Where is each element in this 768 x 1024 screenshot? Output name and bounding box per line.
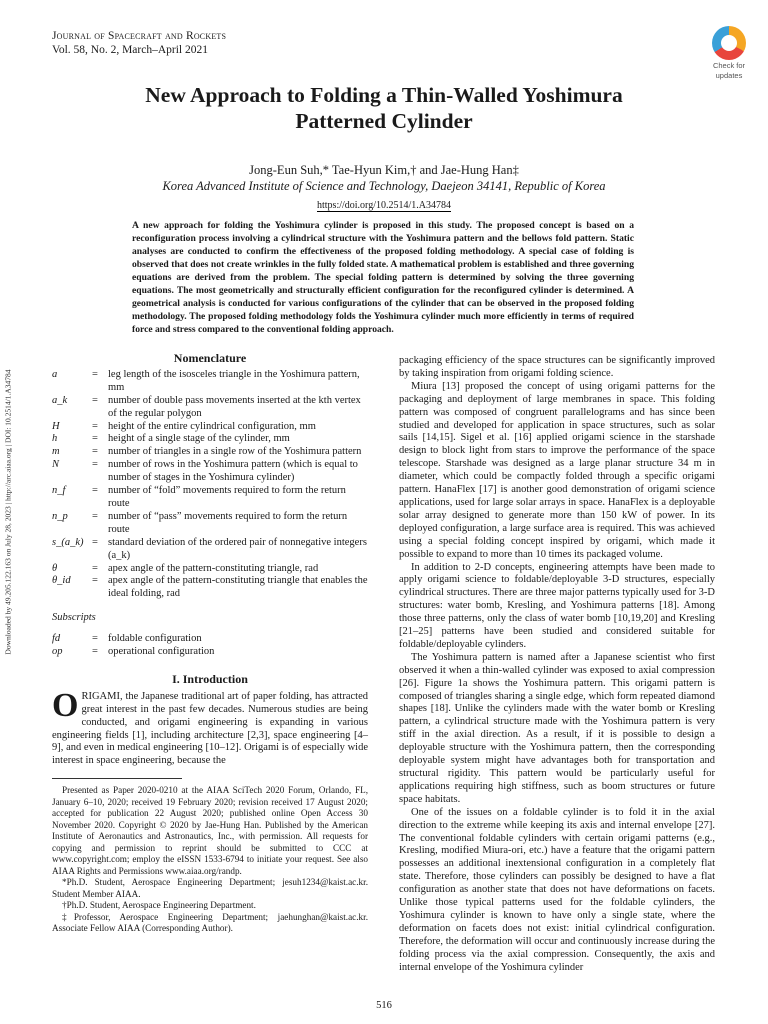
page-number: 516 bbox=[376, 1000, 392, 1011]
nomenclature-row bbox=[52, 646, 368, 659]
paragraph: In addition to 2-D concepts, engineering attempts have been made to apply origami science to foldable/deployable 3-D structures, especially cylindrical structures. There are three major patterns typically used for 3-D structures: water bomb, Kresling, and Yoshimura patterns [18]. Among those three patterns, only the class of water bomb [10,19,20] and Kresling [21–25] patterns have been studied and considered suitable for foldable/deployable cylinders. bbox=[399, 561, 715, 650]
nomenclature-def: operational configuration bbox=[108, 646, 215, 658]
nomenclature-eq: = bbox=[92, 420, 98, 432]
nomenclature-eq: = bbox=[92, 633, 98, 645]
nomenclature-sym: fd bbox=[52, 633, 61, 645]
subscripts-heading: Subscripts bbox=[52, 612, 96, 624]
title-line-2: Patterned Cylinder bbox=[295, 109, 473, 133]
introduction-heading: I. Introduction bbox=[172, 671, 248, 686]
drop-cap: O bbox=[52, 686, 79, 724]
nomenclature-eq: = bbox=[92, 562, 98, 574]
nomenclature-sym: N bbox=[52, 459, 60, 471]
check-for-updates-badge[interactable] bbox=[704, 26, 754, 80]
nomenclature-eq: = bbox=[92, 575, 98, 587]
nomenclature-sym: s_(a_k) bbox=[52, 536, 84, 548]
authors: Jong-Eun Suh,* Tae-Hyun Kim,† and Jae-Hung Han‡ bbox=[249, 163, 519, 177]
nomenclature-sym: m bbox=[52, 446, 60, 458]
nomenclature-sym: op bbox=[52, 646, 63, 658]
nomenclature-def: apex angle of the pattern-constituting triangle that enables the ideal folding, rad bbox=[108, 575, 368, 600]
nomenclature-sym: a_k bbox=[52, 394, 68, 406]
nomenclature-eq: = bbox=[92, 459, 98, 471]
affiliation: Korea Advanced Institute of Science and Technology, Daejeon 34141, Republic of Korea bbox=[162, 179, 606, 193]
nomenclature-row bbox=[52, 511, 368, 537]
nomenclature-row bbox=[52, 575, 368, 601]
nomenclature-eq: = bbox=[92, 433, 98, 445]
nomenclature-eq: = bbox=[92, 446, 98, 458]
left-column bbox=[52, 352, 368, 935]
download-sidebar bbox=[1, 336, 15, 688]
intro-paragraph bbox=[52, 686, 368, 768]
nomenclature-def: leg length of the isosceles triangle in the Yoshimura pattern, mm bbox=[108, 368, 360, 393]
nomenclature-heading: Nomenclature bbox=[173, 351, 247, 365]
nomenclature-eq: = bbox=[92, 646, 98, 658]
nomenclature-eq: = bbox=[92, 510, 98, 522]
nomenclature-row bbox=[52, 537, 368, 563]
journal-issue: Vol. 58, No. 2, March–April 2021 bbox=[52, 44, 208, 56]
footnote-rule bbox=[52, 778, 182, 779]
nomenclature-row bbox=[52, 459, 368, 485]
paragraph: Miura [13] proposed the concept of using origami patterns for the packaging and deployment of large membranes in space. This folding pattern was composed of congruent parallelograms and has since been studied and developed for application in space structures, such as solar sails [14,15]. Sigel et al. [16] applied origami science in the starshade design to block light from stars to improve the performance of the space telescope. Starshade was designed as a large planar structure 34 m in diameter, which could be compactly folded through a specific origami pattern. HanaFlex [17] is another good demonstration of origami science applications, used for large solar arrays in space. HanaFlex is a deployable solar array designed to generate more than 150 kW of power. In its deployed configuration, a large surface area is required. This was achieved using a special folding concept inspired by origami, which made it possible to expand to more than 10 times its packaged volume. bbox=[399, 380, 715, 560]
abstract: A new approach for folding the Yoshimura cylinder is proposed in this study. The proposed concept is based on a reconfiguration process involving a cylindrical structure with the Yoshimura pattern and the bellows fold pattern. Static analyses are conducted to confirm the effectiveness of the proposed folding methodology. A special case of folding is observed that does not create wrinkles in the fully folded state. A mathematical problem is established and three governing equations are derived from the problem. The special folding pattern is determined by solving the three governing equations. The most geometrically and structurally efficient configuration for the reconfigured cylinder is determined. A geometrical analysis is conducted for various configurations of the cylinder that can be observed in the proposed folding methodology. The proposed folding methodology folds the Yoshimura cylinder much more efficiently in terms of required force and stress compared to the conventional folding approach. bbox=[132, 220, 634, 335]
nomenclature-eq: = bbox=[92, 485, 98, 497]
nomenclature-def: number of “fold” movements required to form the return route bbox=[108, 485, 346, 509]
nomenclature-sym: a bbox=[52, 368, 58, 380]
nomenclature-sym: h bbox=[52, 433, 58, 445]
badge-line1: Check for bbox=[712, 61, 746, 70]
nomenclature-list bbox=[52, 369, 368, 601]
nomenclature-row bbox=[52, 395, 368, 421]
nomenclature-row bbox=[52, 485, 368, 511]
nomenclature-sym: θ bbox=[52, 562, 58, 574]
footnote-author-3: ‡Professor, Aerospace Engineering Department; jaehunghan@kaist.ac.kr. Associate Fellow AIAA (Corresponding Author). bbox=[52, 911, 368, 934]
nomenclature-row bbox=[52, 433, 368, 446]
nomenclature-eq: = bbox=[92, 368, 98, 380]
nomenclature-def: number of double pass movements inserted at the kth vertex of the regular polygon bbox=[108, 394, 361, 419]
nomenclature-sym: n_f bbox=[52, 485, 66, 497]
journal-name: Journal of Spacecraft and Rockets bbox=[52, 30, 227, 42]
nomenclature-sym: θ_id bbox=[52, 575, 71, 587]
nomenclature-row bbox=[52, 633, 368, 646]
nomenclature-def: number of rows in the Yoshimura pattern (which is equal to number of stages in the Yoshimura cylinder) bbox=[108, 459, 358, 484]
footnote-author-2: †Ph.D. Student, Aerospace Engineering Department. bbox=[62, 900, 256, 911]
title-line-1: New Approach to Folding a Thin-Walled Yoshimura bbox=[145, 83, 623, 107]
badge-line2: updates bbox=[715, 71, 743, 80]
footnote-author-1: *Ph.D. Student, Aerospace Engineering Department; jesuh1234@kaist.ac.kr. Student Member AIAA. bbox=[52, 877, 368, 899]
paragraph: packaging efficiency of the space structures can be significantly improved by taking inspiration from origami folding science. bbox=[399, 355, 715, 379]
paper-title bbox=[0, 82, 768, 134]
nomenclature-row bbox=[52, 563, 368, 576]
nomenclature-row bbox=[52, 446, 368, 459]
journal-header bbox=[52, 29, 226, 57]
nomenclature-def: apex angle of the pattern-constituting triangle, rad bbox=[108, 562, 319, 574]
intro-text: RIGAMI, the Japanese traditional art of paper folding, has attracted great interest in the past few decades. Numerous studies are being conducted, and origami engineering is expanding in various engineering fields [1], including architecture [2,3], space engineering [4–9], and even in medical engineering [10–12]. Origami is of especially wide interest in space engineering, because the bbox=[52, 690, 368, 767]
nomenclature-def: height of the entire cylindrical configuration, mm bbox=[108, 420, 316, 432]
nomenclature-eq: = bbox=[92, 536, 98, 548]
subscripts-list bbox=[52, 633, 368, 659]
nomenclature-def: number of triangles in a single row of the Yoshimura pattern bbox=[108, 446, 362, 458]
right-column bbox=[399, 355, 715, 975]
nomenclature-def: number of “pass” movements required to form the return route bbox=[108, 510, 348, 535]
crossmark-icon bbox=[712, 26, 746, 60]
nomenclature-eq: = bbox=[92, 394, 98, 406]
nomenclature-row bbox=[52, 369, 368, 395]
nomenclature-def: height of a single stage of the cylinder, mm bbox=[108, 433, 290, 445]
doi-line bbox=[0, 200, 768, 211]
nomenclature-def: standard deviation of the ordered pair of nonnegative integers (a_k) bbox=[108, 536, 367, 561]
nomenclature-sym: n_p bbox=[52, 510, 68, 522]
nomenclature-row bbox=[52, 421, 368, 434]
doi-link[interactable]: https://doi.org/10.2514/1.A34784 bbox=[317, 200, 451, 211]
nomenclature-def: foldable configuration bbox=[108, 633, 202, 645]
footnotes bbox=[52, 785, 368, 935]
paragraph: One of the issues on a foldable cylinder is to fold it in the axial direction to the extreme while keeping its axis and internal envelope [27]. The conventional foldable cylinders with certain origami patterns (e.g., Kresling, modified Miura-ori, etc.) have a feature that the origami pattern possesses an additional inextensional configuration in a completely flat state. Therefore, those cylinders can possibly be designed to have a flat configuration as another state that does not have deformations on facets. Unlike those typical patterns used for the foldable cylinders, the Yoshimura cylinder is known to have only a single state, where the deformation on facets does not exist: initial cylindrical configuration. Therefore, the deformation will occur and continuously increase during the folding process via the axial compression. Consequently, the axis and internal envelope of the Yoshimura cylinder bbox=[399, 806, 715, 973]
footnote-received: Presented as Paper 2020-0210 at the AIAA SciTech 2020 Forum, Orlando, FL, January 6–10, 2020; received 19 February 2020; revision received 17 August 2020; accepted for publication 22 August 2020; published online Open Access 30 November 2020. Copyright © 2020 by Jae-Hung Han. Published by the American Institute of Aeronautics and Astronautics, Inc., with permission. All requests for copying and permission to reprint should be submitted to CCC at www.copyright.com; employ the eISSN 1533-6794 to initiate your request. See also AIAA Rights and Permissions www.aiaa.org/randp. bbox=[52, 785, 368, 876]
nomenclature-sym: H bbox=[52, 420, 60, 432]
paragraph: The Yoshimura pattern is named after a Japanese scientist who first observed it when a thin-walled cylinder was exposed to axial compression [26]. Figure 1a shows the Yoshimura pattern. This origami pattern is composed of triangles sharing a single edge, which form repeated diamond shapes [18]. Unlike the cylinders made with the water bomb or Kresling pattern, a cylindrical structure made with the Yoshimura pattern is very stiff in the axial direction. As a result, if it is possible to design a deployable structure with the Yoshimura pattern, then the corresponding deployable system might have advantages both for transportation and structural rigidity. This pattern would be particularly useful for applications requiring high stiffness, such as boom structures or future space habitats. bbox=[399, 651, 715, 805]
download-sidebar-text: Downloaded by 49.205.122.163 on July 28, 2023 | http://arc.aiaa.org | DOI: 10.2514/1.A34784 bbox=[3, 369, 13, 655]
